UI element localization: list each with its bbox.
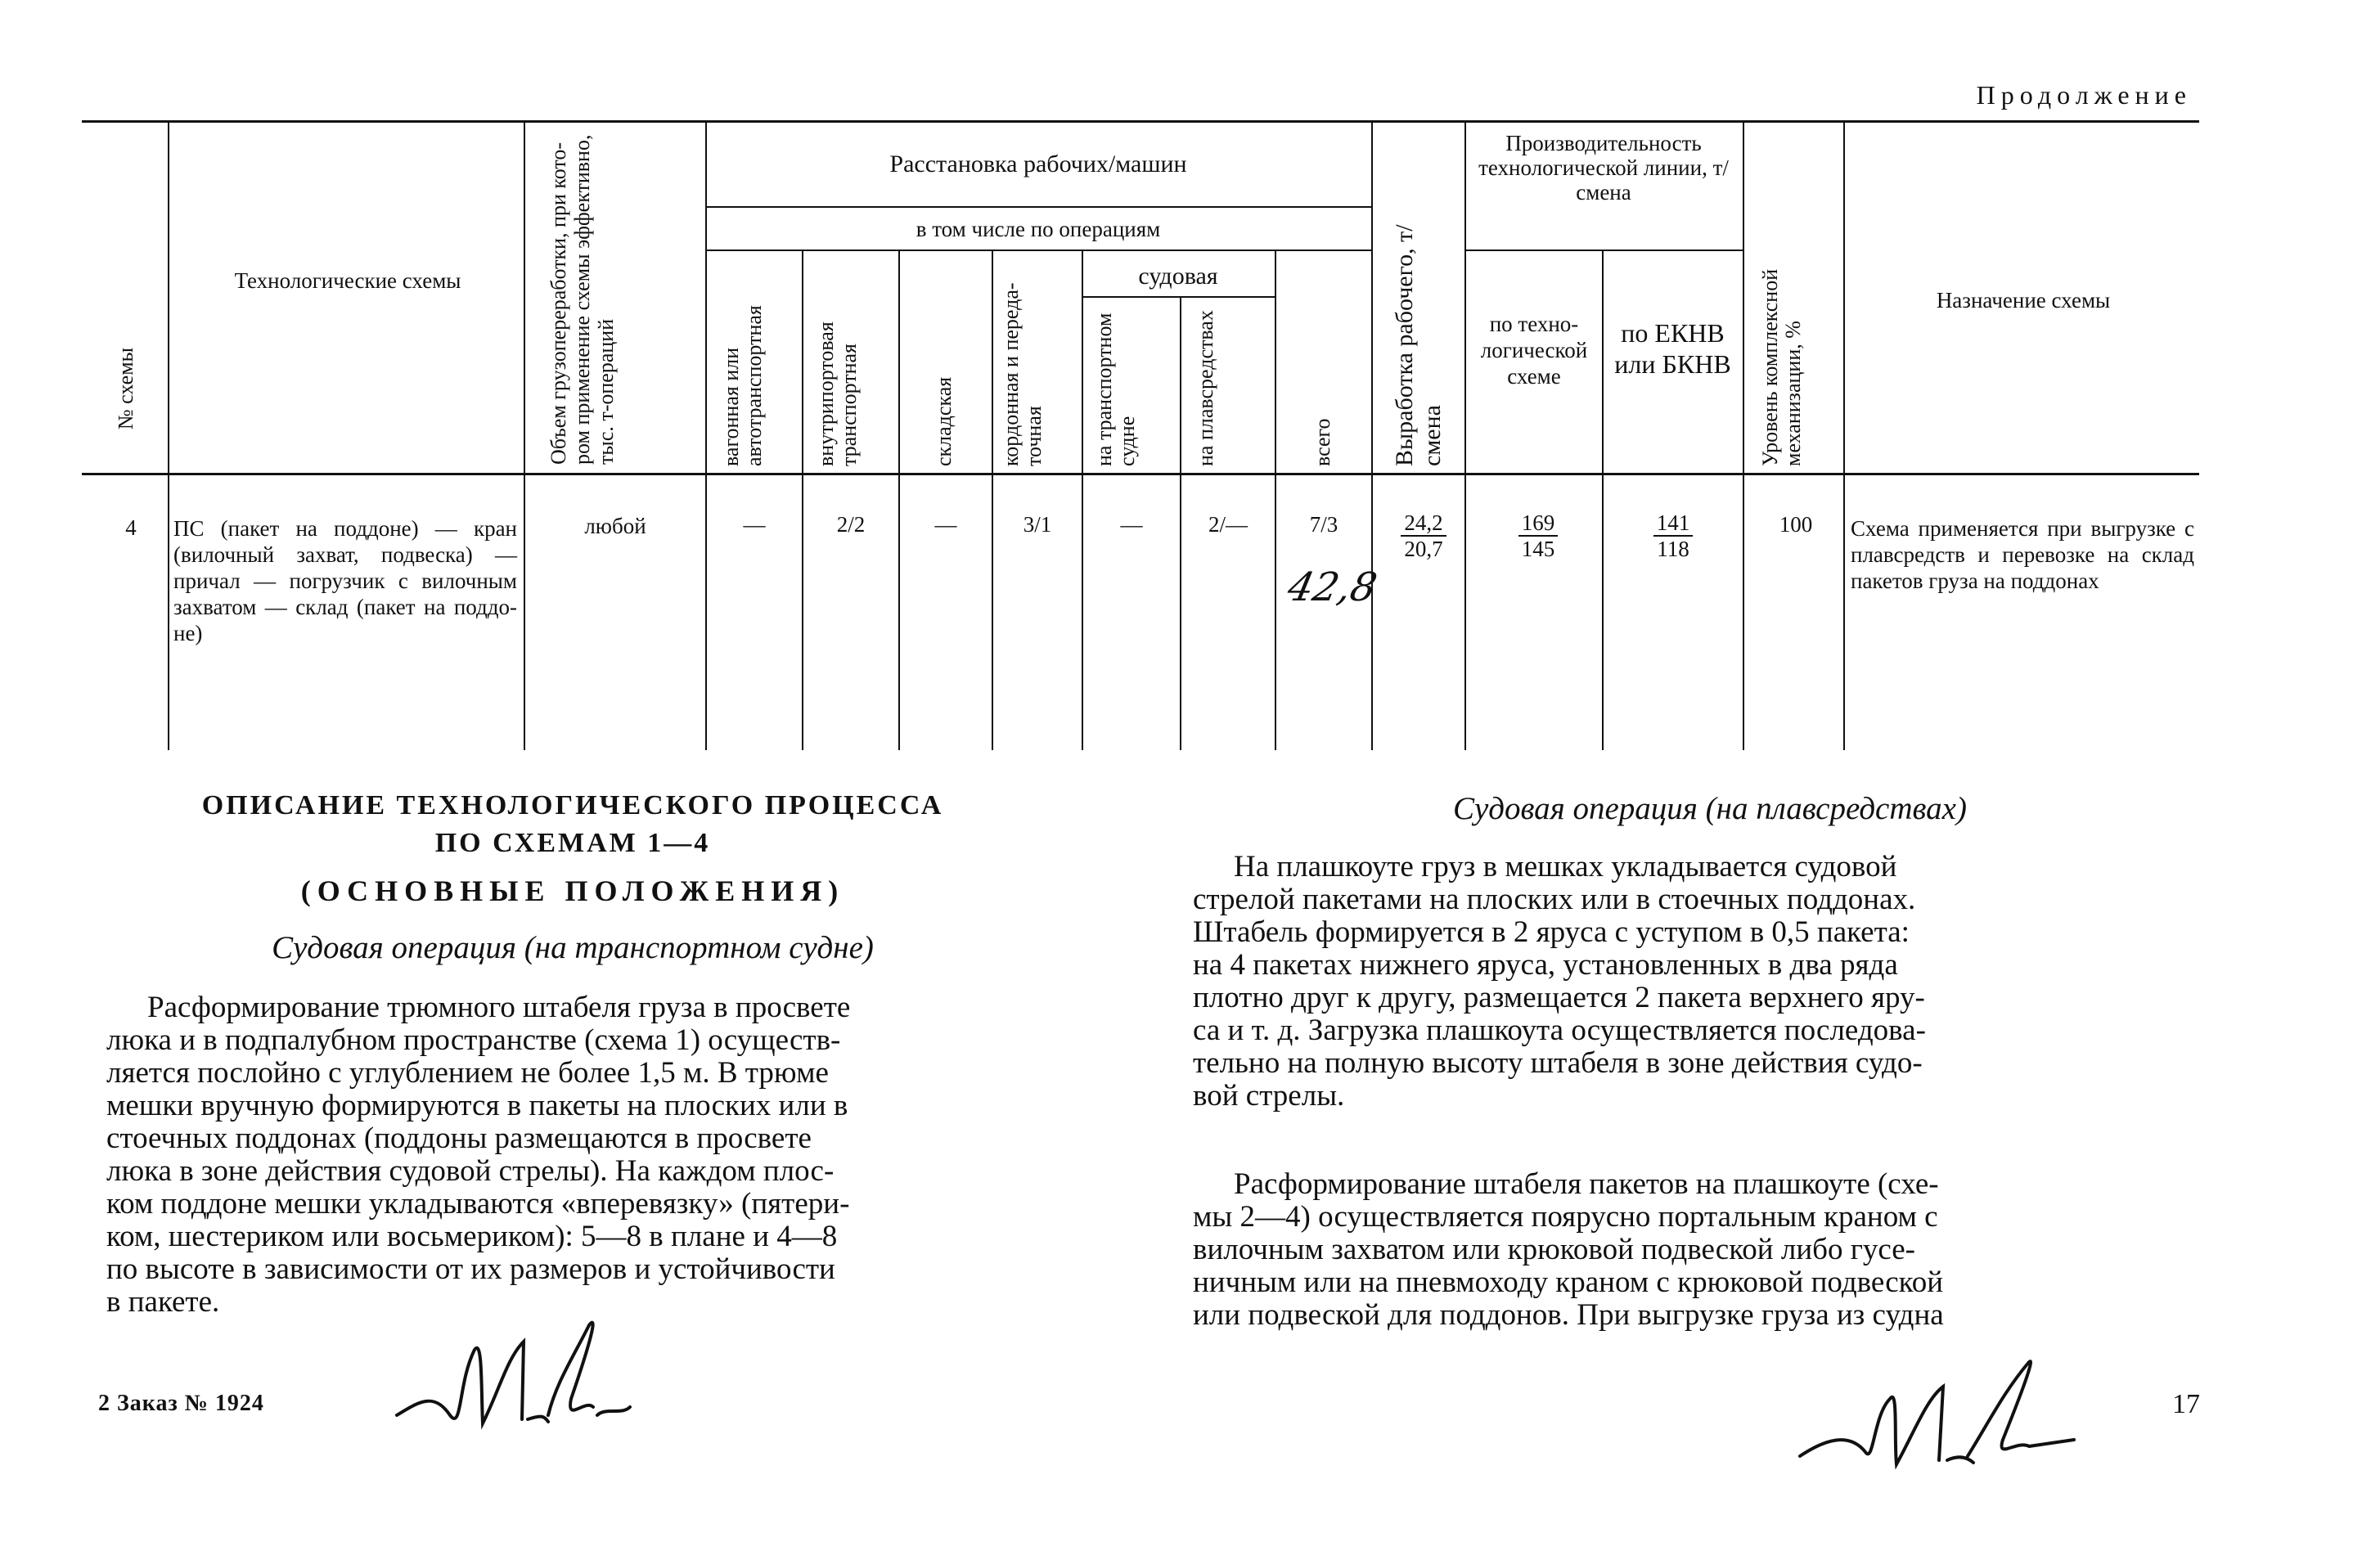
row-total: 7/3 — [1309, 512, 1338, 537]
row-no: 4 — [125, 515, 137, 540]
row-wagon: — — [743, 512, 766, 537]
row-mech-level: 100 — [1779, 512, 1813, 537]
right-line: ничным или на пневмоходу краном с крюковой подвеской — [1193, 1266, 1944, 1299]
left-line: люка в зоне действия судовой стрелы). На каждом плос- — [106, 1154, 835, 1188]
row-output — [1383, 510, 1464, 561]
right-line: На плашкоуте груз в мешках укладывается судовой — [1234, 850, 1897, 883]
row-prod-ekn — [1624, 510, 1722, 561]
header-intraport: внутрипортовая транспортная — [814, 321, 861, 466]
left-paragraph — [106, 991, 1101, 1319]
right-line: плотно друг к другу, размещается 2 пакета верхнего яру- — [1193, 981, 1925, 1014]
left-line: по высоте в зависимости от их размеров и устойчивости — [106, 1252, 835, 1286]
header-total: всего — [1311, 418, 1334, 466]
header-purpose: Назначение схемы — [1936, 288, 2111, 312]
left-line: ляется послойно с углублением не более 1,5 м. В трюме — [106, 1056, 829, 1090]
header-ship-transport: на транспортном судне — [1092, 312, 1139, 466]
row-output-num: 24,2 — [1401, 510, 1446, 537]
row-purpose: Схема применяется при выгрузке с плавсредств и перевозке на склад пакетов груза на поддонах — [1851, 516, 2194, 593]
right-line: Штабель формируется в 2 яруса с уступом в 0,5 пакета: — [1193, 915, 1910, 949]
right-line: Расформирование штабеля пакетов на плашкоуте (схе- — [1234, 1167, 1939, 1201]
continuation-label: Продолжение — [1976, 80, 2192, 110]
right-line: са и т. д. Загрузка плашкоута осуществляется последова- — [1193, 1014, 1926, 1047]
row-intraport: 2/2 — [836, 512, 866, 537]
page-number: 17 — [2172, 1389, 2200, 1419]
right-line: стрелой пакетами на плоских или в стоечных поддонах. — [1193, 883, 1916, 916]
right-line: или подвеской для поддонов. При выгрузке груза из судна — [1193, 1298, 1944, 1332]
right-subtitle: Судовая операция (на плавсредствах) — [1453, 791, 1967, 826]
section-title-3: (ОСНОВНЫЕ ПОЛОЖЕНИЯ) — [300, 874, 845, 907]
right-paragraph-1 — [1193, 851, 2199, 1113]
left-line: ком, шестериком или восьмериком): 5—8 в плане и 4—8 — [106, 1220, 838, 1253]
right-paragraph-2 — [1193, 1168, 2199, 1332]
row-prod-tech-num: 169 — [1518, 510, 1559, 537]
row-volume: любой — [584, 514, 646, 538]
row-output-den: 20,7 — [1404, 537, 1443, 561]
row-prod-tech — [1489, 510, 1587, 561]
right-line: мы 2—4) осуществляется поярусно портальным краном с — [1193, 1200, 1938, 1234]
header-scheme-no: № схемы — [114, 347, 137, 430]
left-subtitle: Судовая операция (на транспортном судне) — [272, 930, 874, 965]
header-ship: судовая — [1138, 263, 1218, 290]
row-scheme: ПС (пакет на поддоне) — кран (вилочный захват, подвеска) — причал — погрузчик с вилочным захватом — склад (пакет на поддоне) — [173, 516, 517, 645]
row-ship-floating: 2/— — [1208, 512, 1248, 537]
row-prod-tech-den: 145 — [1521, 537, 1555, 561]
left-line: люка и в подпалубном пространстве (схема 1) осуществ- — [106, 1023, 841, 1057]
header-prod-ekn: по ЕКНВ или БКНВ — [1614, 318, 1731, 379]
left-line: мешки вручную формируются в пакеты на плоских или в — [106, 1089, 848, 1122]
header-volume: Объем грузопереработки, при котором применение схемы эффективно, тыс. т-операций — [547, 134, 618, 465]
header-kordon: кордонная и передаточная — [999, 282, 1046, 466]
section-title-1: ОПИСАНИЕ ТЕХНОЛОГИЧЕСКОГО ПРОЦЕССА — [201, 790, 944, 820]
header-mech-level: Уровень комплексной механизации, % — [1758, 268, 1805, 466]
header-ship-floating: на плавсредствах — [1194, 310, 1217, 466]
header-wagon: вагонная или автотранспортная — [719, 305, 766, 466]
header-productivity: Производительность технологической линии, т/смена — [1478, 131, 1729, 205]
signature-right — [1792, 1350, 2086, 1481]
header-warehouse: складская — [932, 376, 956, 466]
row-warehouse: — — [934, 512, 957, 537]
section-title-2: ПО СХЕМАМ 1—4 — [434, 828, 711, 858]
row-ship-transport: — — [1120, 512, 1143, 537]
row-kordon: 3/1 — [1023, 512, 1052, 537]
left-line: в пакете. — [106, 1285, 220, 1319]
header-prod-tech: по технологической схеме — [1480, 312, 1588, 389]
signature-left — [385, 1292, 646, 1456]
header-tech-schemes: Технологические схемы — [234, 268, 461, 293]
right-line: тельно на полную высоту штабеля в зоне действия судо- — [1193, 1046, 1923, 1080]
row-prod-ekn-num: 141 — [1653, 510, 1694, 537]
footer-order: 2 Заказ № 1924 — [98, 1391, 264, 1416]
header-output: Выработка рабочего, т/смена — [1391, 224, 1446, 466]
row-prod-ekn-den: 118 — [1657, 537, 1689, 561]
left-line: ком поддоне мешки укладываются «вперевязку» (пятери- — [106, 1187, 850, 1221]
right-line: вилочным захватом или крюковой подвеской либо гусе- — [1193, 1233, 1915, 1266]
left-line: Расформирование трюмного штабеля груза в просвете — [147, 991, 851, 1024]
right-line: на 4 пакетах нижнего яруса, установленных в два ряда — [1193, 948, 1898, 982]
handwritten-note: 42,8 — [1284, 564, 1381, 610]
left-line: стоечных поддонах (поддоны размещаются в просвете — [106, 1122, 812, 1155]
right-line: вой стрелы. — [1193, 1079, 1345, 1113]
header-including-ops: в том числе по операциям — [916, 217, 1161, 241]
header-placement: Расстановка рабочих/машин — [889, 151, 1187, 178]
